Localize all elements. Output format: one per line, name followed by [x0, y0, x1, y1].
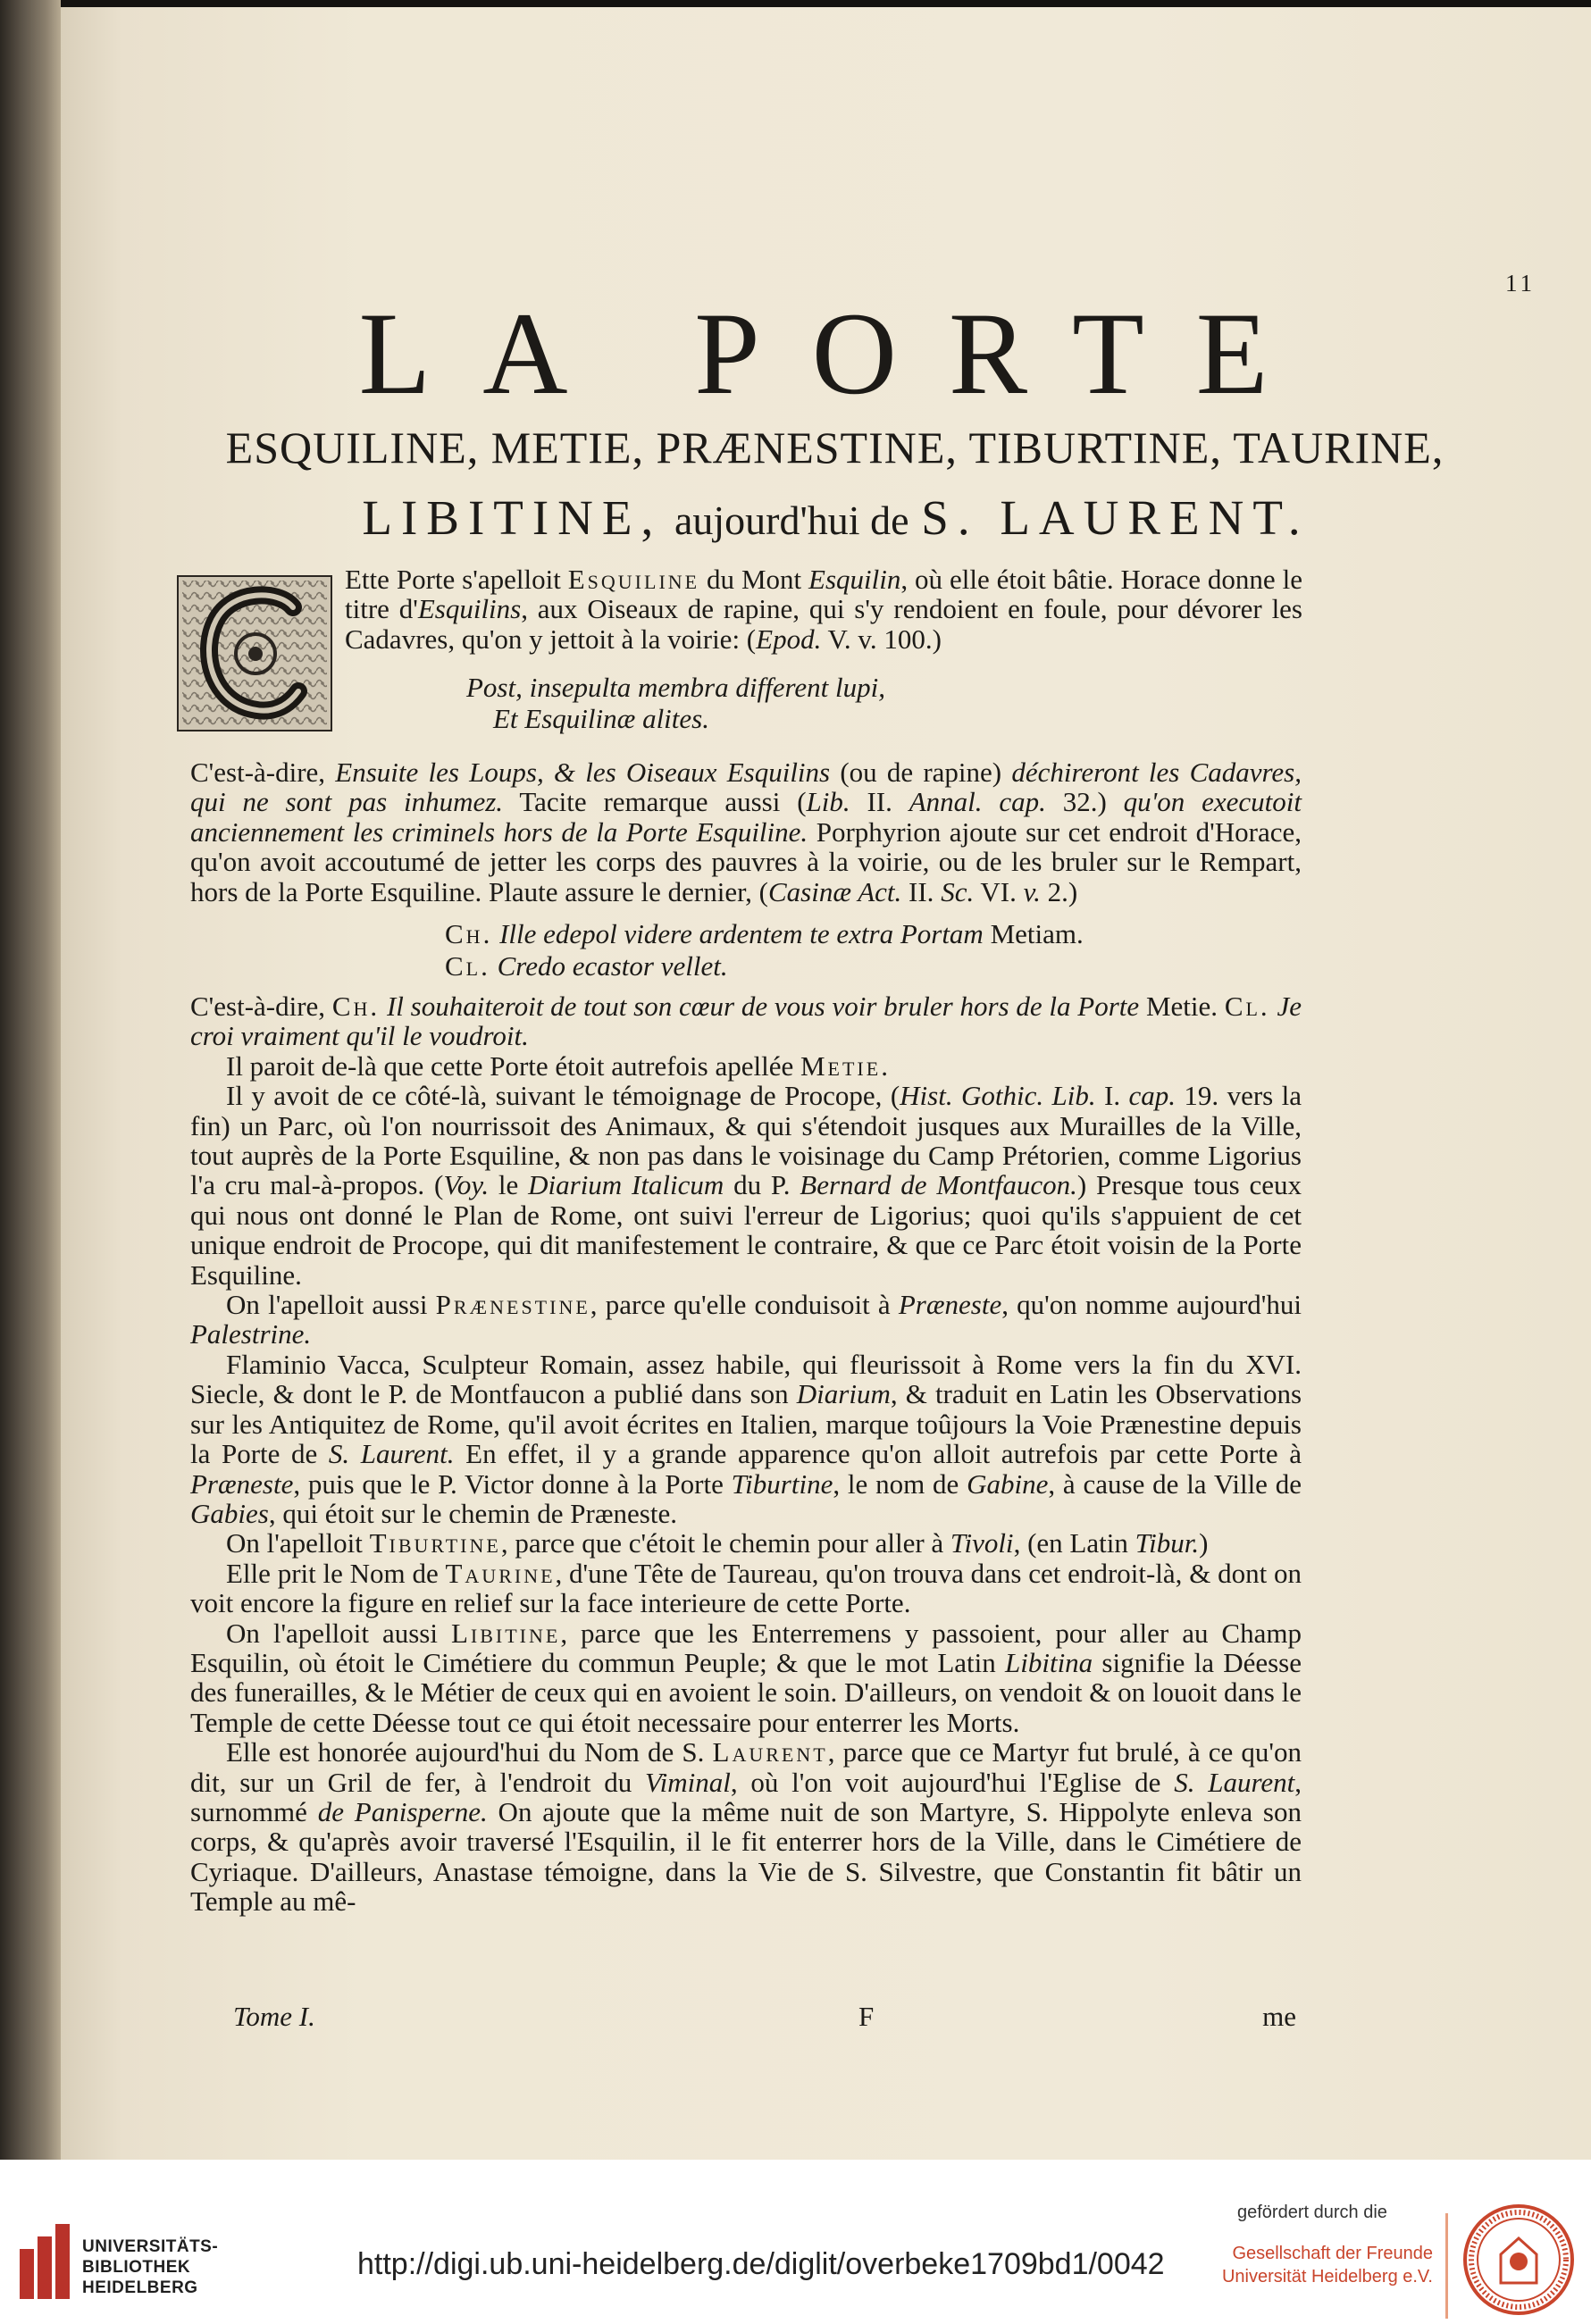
paragraph: Il y avoit de ce côté-là, suivant le témoignage de Procope, (Hist. Gothic. Lib. I. cap. 19. vers la fin) un Parc, où l'on nourrissoit des Animaux, & qui s'étendoit jusques aux Murailles de la Ville, tout auprès de la Porte Esquiline, & non pas dans le voisinage du Camp Prétorien, comme Ligorius l'a cru mal-à-propos. (Voy. le Diarium Italicum du P. Bernard de Montfaucon.) Presque tous ceux qui nous ont donné le Plan de Rome, ont suivi l'erreur de Ligorius; quoi qu'ils s'appuient de cet unique endroit de Procope, qui dit manifestement le contraire, & que ce Parc étoit voisin de la Porte Esquiline.	[190, 1080, 1302, 1291]
page-title: LA PORTE	[358, 288, 1320, 419]
paragraph: C'est-à-dire, Ch. Il souhaiteroit de tout son cœur de vous voir bruler hors de la Porte Metie. Cl. Je croi vraiment qu'il le voudroit.	[190, 991, 1302, 1052]
main-text	[190, 991, 1302, 1917]
page-footer	[190, 2001, 1302, 2033]
source-url-link[interactable]: http://digi.ub.uni-heidelberg.de/diglit/overbeke1709bd1/0042	[357, 2247, 1165, 2281]
paragraph: On l'apelloit aussi Libitine, parce que les Enterremens y passoient, pour aller au Champ Esquilin, où étoit le Cimétiere du commun Peuple; & que le mot Latin Libitina signifie la Déesse des funerailles, & le Métier de ceux qui en avoient le soin. D'ailleurs, on vendoit & on louoit dans le Temple de cette Déesse tout ce qui étoit necessaire pour enterrer les Morts.	[190, 1617, 1302, 1738]
paragraph: Elle prit le Nom de Taurine, d'une Tête de Taureau, qu'on trouva dans cet endroit-là, & dont on voit encore la figure en relief sur la face interieure de cette Porte.	[190, 1557, 1302, 1619]
paragraph: Elle est honorée aujourd'hui du Nom de S. Laurent, parce que ce Martyr fut brulé, à ce qu'on dit, sur un Gril de fer, à l'endroit du Viminal, où l'on voit aujourd'hui l'Eglise de S. Laurent, surnommé de Panisperne. On ajoute que la même nuit de son Martyre, S. Hippolyte enleva son corps, & qu'après avoir traversé l'Esquilin, il le fit enterrer hors de la Ville, dans le Cimétiere de Cyriaque. D'ailleurs, Anastase témoigne, dans la Vie de S. Silvestre, que Constantin fit bâtir un Temple au mê-	[190, 1736, 1302, 1918]
page-number: 11	[1505, 270, 1536, 297]
ornamental-initial-c-icon	[177, 575, 332, 731]
sponsor-divider	[1445, 2213, 1448, 2319]
paragraph: Flaminio Vacca, Sculpteur Romain, assez habile, qui fleurissoit à Rome vers la fin du XVI. Siecle, & dont le P. de Montfaucon a publié dans son Diarium, & traduit en Latin les Observations sur les Antiquitez de Rome, qu'il avoit écrites en Italien, marque toûjours la Voie Prænestine depuis la Porte de S. Laurent. En effet, il y a grande apparence qu'on alloit autrefois par cette Porte à Præneste, puis que le P. Victor donne à la Porte Tiburtine, le nom de Gabine, à cause de la Ville de Gabies, qui étoit sur le chemin de Præneste.	[190, 1348, 1302, 1529]
dialogue-line-2: Cl. Credo ecastor vellet.	[445, 950, 728, 982]
subtitle-s-laurent: S. LAURENT.	[921, 490, 1310, 545]
verse-line-1: Post, insepulta membra different lupi,	[466, 672, 885, 703]
digitization-banner	[0, 2160, 1591, 2324]
book-spine	[0, 0, 61, 2160]
funded-by-label: gefördert durch die	[1237, 2203, 1387, 2222]
signature-mark: F	[858, 2001, 875, 2032]
subtitle-aujourdhui: aujourd'hui de	[674, 497, 909, 543]
subtitle-line-1: ESQUILINE, METIE, PRÆNESTINE, TIBURTINE, TAURINE,	[225, 422, 1444, 472]
university-seal-icon	[1461, 2203, 1576, 2317]
book-page	[61, 7, 1591, 2160]
dialogue-line-1: Ch. Ille edepol videre ardentem te extra Portam Metiam.	[445, 918, 1084, 949]
paragraph-cest-a-dire: C'est-à-dire, Ensuite les Loups, & les Oiseaux Esquilins (ou de rapine) déchireront les Cadavres, qui ne sont pas inhumez. Tacite remarque aussi (Lib. II. Annal. cap. 32.) qu'on executoit anciennement les criminels hors de la Porte Esquiline. Porphyrion ajoute sur cet endroit d'Horace, qu'on avoit accoutumé de jetter les corps des pauvres à la voirie, ou de les bruler sur le Rempart, hors de la Porte Esquiline. Plaute assure le dernier, (Casinæ Act. II. Sc. VI. v. 2.)	[190, 757, 1302, 907]
subtitle-libitine: LIBITINE,	[362, 490, 663, 545]
plautus-dialogue	[445, 918, 1084, 982]
sponsor-name: Gesellschaft der Freunde Universität Heidelberg e.V.	[1221, 2244, 1433, 2286]
tome-label: Tome I.	[233, 2001, 315, 2032]
library-logo-icon	[16, 2222, 73, 2303]
catchword: me	[1262, 2001, 1296, 2032]
paragraph: Il paroit de-là que cette Porte étoit autrefois apellée Metie.	[226, 1049, 888, 1082]
horace-verse	[466, 672, 885, 734]
intro-paragraph: Ette Porte s'apelloit Esquiline du Mont Esquilin, où elle étoit bâtie. Horace donne le titre d'Esquilins, aux Oiseaux de rapine, qui s'y rendoient en foule, pour dévorer les Cadavres, qu'on y jettoit à la voirie: (Epod. V. v. 100.)	[345, 564, 1302, 655]
subtitle-line-2	[61, 490, 1591, 545]
verse-line-2: Et Esquilinæ alites.	[493, 703, 709, 734]
library-name: UNIVERSITÄTS- BIBLIOTHEK HEIDELBERG	[82, 2237, 219, 2297]
paragraph: On l'apelloit Tiburtine, parce que c'étoit le chemin pour aller à Tivoli, (en Latin Tibur.)	[226, 1527, 1209, 1559]
paragraph: On l'apelloit aussi Prænestine, parce qu'elle conduisoit à Præneste, qu'on nomme aujourd'hui Palestrine.	[190, 1289, 1302, 1350]
